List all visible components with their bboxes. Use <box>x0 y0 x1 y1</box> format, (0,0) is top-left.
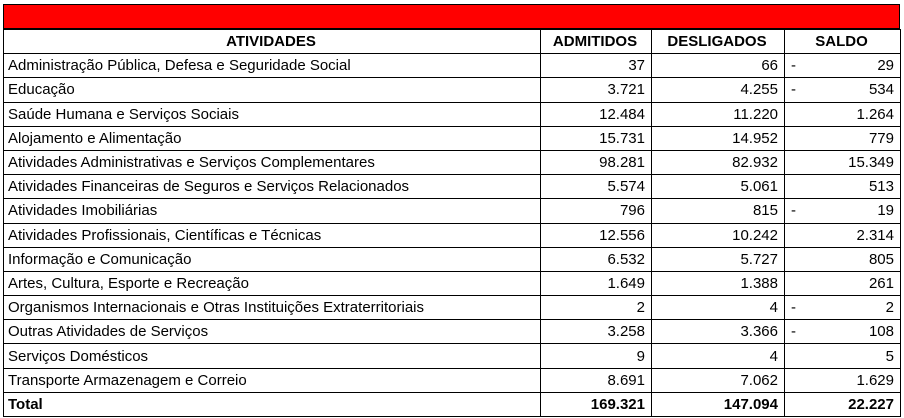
saldo-value: 261 <box>868 274 894 292</box>
saldo-cell <box>785 271 901 295</box>
table-body <box>4 54 901 417</box>
table-row <box>4 175 901 199</box>
red-title-bar <box>3 4 900 29</box>
saldo-cell <box>785 150 901 174</box>
desligados-cell: 4 <box>652 296 785 320</box>
admitidos-cell: 3.721 <box>541 78 652 102</box>
activity-name-cell: Saúde Humana e Serviços Sociais <box>4 102 541 126</box>
table-row <box>4 78 901 102</box>
saldo-cell <box>785 247 901 271</box>
header-row <box>4 30 901 54</box>
saldo-value: 1.629 <box>856 371 894 389</box>
saldo-cell <box>785 223 901 247</box>
header-atividades: ATIVIDADES <box>4 30 541 54</box>
activity-name-cell: Atividades Financeiras de Seguros e Serviços Relacionados <box>4 175 541 199</box>
admitidos-cell: 6.532 <box>541 247 652 271</box>
saldo-value: 19 <box>877 202 894 220</box>
table-row <box>4 344 901 368</box>
activity-name-cell: Educação <box>4 78 541 102</box>
saldo-cell <box>785 102 901 126</box>
total-desligados: 147.094 <box>652 392 785 416</box>
saldo-cell <box>785 175 901 199</box>
desligados-cell: 1.388 <box>652 271 785 295</box>
table-row <box>4 102 901 126</box>
table-row <box>4 247 901 271</box>
total-row <box>4 392 901 416</box>
saldo-value: 779 <box>868 129 894 147</box>
saldo-value: 2 <box>885 299 894 317</box>
admitidos-cell: 37 <box>541 54 652 78</box>
saldo-cell <box>785 199 901 223</box>
desligados-cell: 4.255 <box>652 78 785 102</box>
header-saldo: SALDO <box>785 30 901 54</box>
header-desligados: DESLIGADOS <box>652 30 785 54</box>
saldo-cell <box>785 78 901 102</box>
saldo-value: 15.349 <box>848 154 894 172</box>
desligados-cell: 14.952 <box>652 126 785 150</box>
activity-name-cell: Serviços Domésticos <box>4 344 541 368</box>
saldo-cell <box>785 126 901 150</box>
desligados-cell: 10.242 <box>652 223 785 247</box>
spreadsheet-table-container <box>3 4 900 417</box>
saldo-value: 5 <box>885 347 894 365</box>
desligados-cell: 11.220 <box>652 102 785 126</box>
admitidos-cell: 9 <box>541 344 652 368</box>
admitidos-cell: 15.731 <box>541 126 652 150</box>
admitidos-cell: 12.484 <box>541 102 652 126</box>
activity-name-cell: Organismos Internacionais e Otras Instituições Extraterritoriais <box>4 296 541 320</box>
activity-name-cell: Outras Atividades de Serviços <box>4 320 541 344</box>
saldo-value: 29 <box>877 57 894 75</box>
saldo-cell <box>785 296 901 320</box>
activity-name-cell: Alojamento e Alimentação <box>4 126 541 150</box>
table-row <box>4 150 901 174</box>
table-row <box>4 223 901 247</box>
saldo-value: 2.314 <box>856 226 894 244</box>
admitidos-cell: 98.281 <box>541 150 652 174</box>
total-admitidos: 169.321 <box>541 392 652 416</box>
activity-name-cell: Atividades Administrativas e Serviços Complementares <box>4 150 541 174</box>
admitidos-cell: 8.691 <box>541 368 652 392</box>
desligados-cell: 5.061 <box>652 175 785 199</box>
saldo-sign: - <box>791 202 796 220</box>
activities-table <box>3 29 901 417</box>
saldo-sign: - <box>791 57 796 75</box>
desligados-cell: 5.727 <box>652 247 785 271</box>
saldo-sign: - <box>791 323 796 341</box>
saldo-cell <box>785 320 901 344</box>
header-admitidos: ADMITIDOS <box>541 30 652 54</box>
saldo-sign: - <box>791 81 796 99</box>
desligados-cell: 66 <box>652 54 785 78</box>
saldo-cell <box>785 368 901 392</box>
table-row <box>4 126 901 150</box>
total-saldo: 22.227 <box>785 392 901 416</box>
saldo-cell <box>785 344 901 368</box>
saldo-value: 1.264 <box>856 105 894 123</box>
table-row <box>4 271 901 295</box>
desligados-cell: 7.062 <box>652 368 785 392</box>
desligados-cell: 3.366 <box>652 320 785 344</box>
saldo-value: 534 <box>868 81 894 99</box>
saldo-value: 805 <box>868 250 894 268</box>
table-row <box>4 199 901 223</box>
activity-name-cell: Artes, Cultura, Esporte e Recreação <box>4 271 541 295</box>
admitidos-cell: 12.556 <box>541 223 652 247</box>
desligados-cell: 82.932 <box>652 150 785 174</box>
total-label: Total <box>4 392 541 416</box>
activity-name-cell: Administração Pública, Defesa e Seguridade Social <box>4 54 541 78</box>
saldo-value: 108 <box>868 323 894 341</box>
desligados-cell: 815 <box>652 199 785 223</box>
table-row <box>4 368 901 392</box>
admitidos-cell: 5.574 <box>541 175 652 199</box>
admitidos-cell: 1.649 <box>541 271 652 295</box>
activity-name-cell: Atividades Profissionais, Científicas e Técnicas <box>4 223 541 247</box>
saldo-value: 513 <box>868 178 894 196</box>
table-row <box>4 54 901 78</box>
desligados-cell: 4 <box>652 344 785 368</box>
activity-name-cell: Atividades Imobiliárias <box>4 199 541 223</box>
admitidos-cell: 796 <box>541 199 652 223</box>
saldo-sign: - <box>791 299 796 317</box>
activity-name-cell: Transporte Armazenagem e Correio <box>4 368 541 392</box>
admitidos-cell: 2 <box>541 296 652 320</box>
table-row <box>4 296 901 320</box>
table-row <box>4 320 901 344</box>
activity-name-cell: Informação e Comunicação <box>4 247 541 271</box>
saldo-cell <box>785 54 901 78</box>
admitidos-cell: 3.258 <box>541 320 652 344</box>
